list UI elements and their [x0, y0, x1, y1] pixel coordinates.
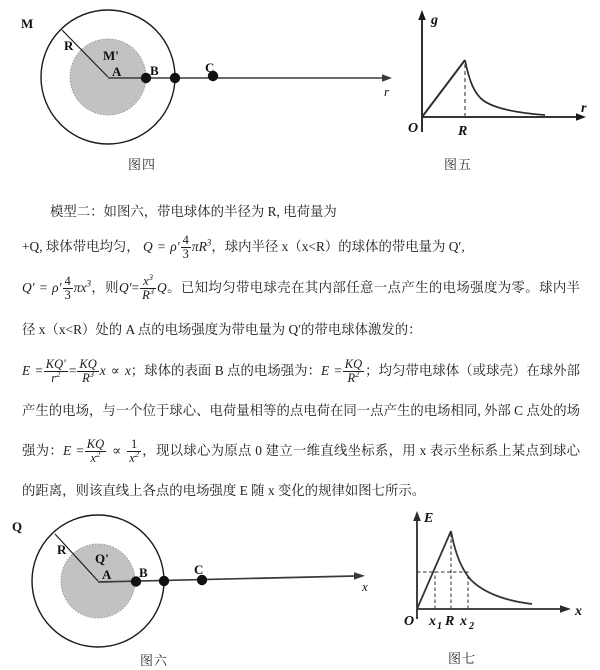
label-point-b: B [150, 63, 159, 78]
eq4-eq1: = [35, 363, 43, 378]
figure-five-caption: 图五 [444, 158, 473, 173]
eq4-tail: x [99, 363, 106, 378]
text-p1-head: 模型二：如图六，带电球体的半径为 R, 电荷量为 [50, 204, 337, 219]
eq4-f1-den-base: r [51, 370, 57, 385]
eq6-f1-numerator: KQ [86, 436, 105, 451]
eq3-fraction [140, 271, 156, 302]
label-outer-shell: Q [12, 519, 23, 534]
eq2-tail: πx [73, 280, 87, 295]
eq2-lhs: Q′ [22, 280, 35, 295]
eq6-f2-denominator [127, 448, 141, 465]
eq6-eq: = [76, 443, 84, 458]
label-radius: R [64, 38, 74, 53]
label-tick-x1: x [429, 614, 436, 629]
paragraph-line-4 [22, 351, 580, 511]
text-p3-a: ；球体的表面 B 点的电场强为： [130, 363, 322, 378]
eq3-den-exponent: 3 [149, 285, 155, 296]
body-text [22, 196, 580, 511]
curve-outside-inverse-square [451, 531, 532, 604]
curve-outside-inverse-square [465, 60, 545, 115]
eq3-denominator [140, 285, 156, 302]
eq1-rho: ρ′ [170, 239, 180, 254]
eq4-f2-denominator [77, 368, 98, 385]
text-p3-b: ；均匀带电球体（或球壳）在球外部产生的电场，与一个位于球心、电荷量相等的点电荷在同一点产生的电场相同, 外部 C 点处的场强为： [22, 363, 580, 458]
label-tick-x1-subscript: 1 [437, 621, 442, 632]
label-axis-x: x [362, 579, 368, 594]
eq1-tail: πR [191, 239, 207, 254]
label-x-axis: r [581, 101, 587, 116]
eq3-eq: = [131, 280, 140, 295]
paragraph-line-2 [22, 227, 580, 267]
eq1-lhs: Q [143, 239, 153, 254]
eq2-eq: = [39, 280, 48, 295]
label-point-a: A [102, 567, 112, 582]
eq4-fraction-2 [77, 358, 98, 385]
eq2-rho: ρ′ [52, 280, 62, 295]
eq6-fraction-2 [127, 438, 141, 465]
eq5-den-base: R [347, 370, 356, 385]
label-tick-x2: x [460, 614, 467, 629]
eq1-fraction [181, 234, 191, 261]
point-b-dot [170, 73, 180, 83]
eq5-denominator [343, 368, 364, 385]
label-point-a: A [112, 64, 122, 79]
eq5-numerator: KQ [344, 356, 363, 371]
x-axis-arrow [560, 605, 571, 613]
eq6-fraction-1 [85, 438, 106, 465]
label-point-c: C [194, 562, 204, 577]
eq3-lhs: Q′ [118, 280, 132, 295]
figure-seven [392, 505, 600, 637]
eq3-tail: Q [157, 280, 167, 295]
figure-six-caption: 图六 [140, 654, 169, 669]
eq4-fraction-1 [44, 358, 68, 385]
equation-3 [118, 271, 167, 302]
paragraph-line-3 [22, 267, 580, 351]
label-origin: O [404, 614, 415, 629]
eq5-den-exponent: 2 [355, 368, 360, 379]
figure-five [400, 2, 600, 142]
eq4-f2-numerator: KQ [79, 356, 97, 371]
text-p2-a: ，则 [91, 280, 119, 295]
label-point-c: C [205, 60, 215, 75]
eq6-f2-numerator: 1 [130, 436, 138, 451]
eq6-lhs: E [63, 443, 72, 458]
equation-4 [22, 356, 131, 385]
y-axis-arrow [413, 511, 421, 521]
text-p2-b: 。 [166, 280, 181, 295]
label-tick-R: R [445, 614, 455, 629]
eq3-num-exponent: 3 [148, 271, 153, 282]
point-b-dot [159, 576, 169, 586]
figure-six [0, 508, 390, 658]
label-point-b: B [139, 565, 148, 580]
eq4-f1-den-exponent: 2 [56, 368, 61, 379]
figure-seven-caption: 图七 [448, 652, 477, 667]
curve-inside-linear [422, 60, 465, 117]
eq1-tail-exponent: 3 [206, 237, 212, 248]
eq4-eq2: = [68, 363, 77, 378]
paragraph-line-1 [22, 196, 580, 227]
text-p1-b: ，球内半径 x（x<R）的球体的带电量为 Q′, [211, 239, 465, 254]
eq1-eq: = [157, 239, 166, 254]
text-p2-c: 已知均匀带电球壳在其内部任意一点产生的电场强度为零。球内半径 x（x<R）处的 A 点的电场强度为带电量为 Q′的带电球体激发的： [22, 280, 581, 337]
figure-four [0, 0, 400, 148]
eq5-eq: = [334, 363, 342, 378]
text-p4: ，现以球心为原点 0 建立一维直线坐标系，用 x 表示坐标系上某点到球心的距离，则该直线上各点的电场强度 E 随 x 变化的规律如图七所示。 [22, 443, 581, 498]
label-origin: O [408, 121, 419, 136]
label-outer-shell: M [21, 16, 34, 31]
eq3-num-base: x [143, 273, 149, 288]
label-x-axis: x [575, 604, 582, 619]
eq4-lhs: E [22, 363, 31, 378]
equation-6 [63, 436, 142, 465]
eq1-denominator: 3 [182, 246, 189, 261]
text-p1-a: +Q, 球体带电均匀， [22, 239, 140, 254]
eq6-f1-den-base: x [90, 450, 97, 465]
eq6-f2-den-base: x [129, 450, 135, 465]
label-axis-r: r [384, 84, 390, 99]
eq2-tail-exponent: 3 [86, 278, 91, 289]
label-y-axis: g [431, 13, 438, 28]
eq6-f2-den-exponent: 2 [134, 448, 140, 459]
eq1-numerator: 4 [182, 232, 189, 247]
eq2-numerator: 4 [64, 273, 71, 288]
eq5-lhs: E [321, 363, 330, 378]
eq4-prop: ∝ [110, 363, 120, 378]
eq3-den-base: R [142, 287, 150, 302]
eq6-prop: ∝ [112, 443, 122, 458]
curve-inside-linear [417, 531, 451, 609]
label-radius: R [57, 542, 67, 557]
eq4-f2-den-exponent: 3 [89, 368, 95, 379]
eq5-fraction [343, 358, 364, 385]
axis-arrow [382, 74, 392, 82]
eq4-f1-denominator [44, 368, 68, 385]
equation-1 [143, 232, 212, 261]
equation-5 [321, 356, 365, 385]
figure-four-caption: 图四 [128, 158, 157, 173]
label-inner-sphere: M' [103, 48, 119, 63]
eq2-denominator: 3 [64, 287, 71, 302]
eq2-fraction [63, 275, 73, 302]
eq4-f1-numerator: KQ′ [45, 356, 66, 371]
eq4-f2-den-base: R [82, 370, 90, 385]
label-inner-sphere: Q' [95, 551, 109, 566]
y-axis-arrow [418, 10, 426, 20]
equation-2 [22, 273, 91, 302]
eq6-f1-denominator [85, 448, 106, 465]
label-y-axis: E [424, 511, 434, 526]
eq4-tail2: x [124, 363, 131, 378]
label-tick-x2-subscript: 2 [469, 621, 474, 632]
label-tick-R: R [458, 124, 468, 139]
eq6-f1-den-exponent: 2 [96, 448, 101, 459]
